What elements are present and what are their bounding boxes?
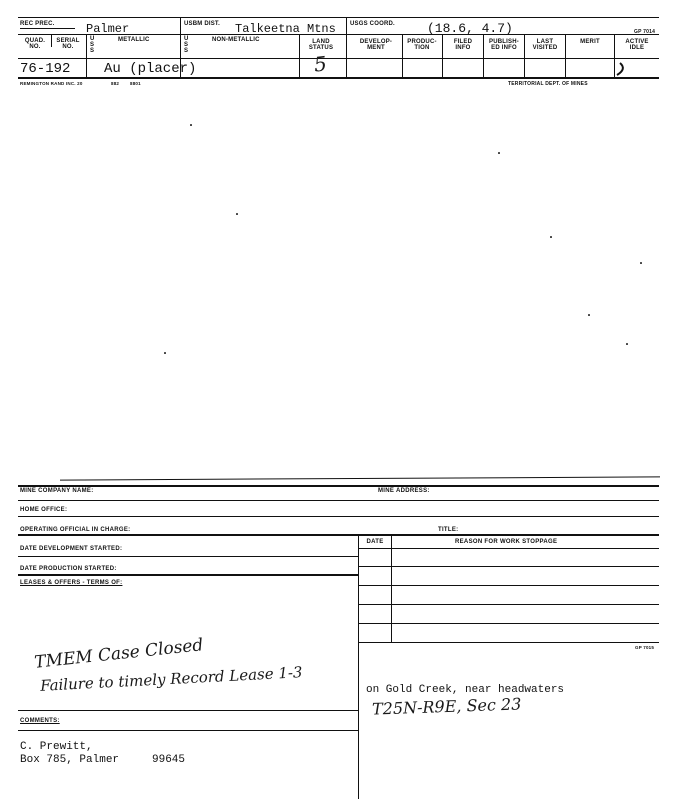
handwritten-failure-note: Failure to timely Record Lease 1-3	[39, 663, 303, 695]
handwritten-township: T25N-R9E, Sec 23	[371, 694, 522, 719]
col-production: PRODUC-TION	[407, 39, 437, 51]
form-number-bottom: GP 7015	[635, 645, 655, 650]
rule	[18, 516, 659, 517]
col-land-status: LAND STATUS	[308, 39, 334, 51]
usbm-dist-label: USBM DIST.	[184, 21, 221, 27]
rule	[358, 604, 659, 605]
speck	[498, 152, 500, 154]
rule	[18, 77, 659, 79]
speck	[550, 236, 552, 238]
leases-offers-label: LEASES & OFFERS - TERMS OF:	[20, 580, 123, 586]
rule	[18, 17, 659, 18]
col-metallic: METALLIC	[118, 37, 150, 43]
date-prod-started-label: DATE PRODUCTION STARTED:	[20, 566, 117, 572]
col-quad-no: QUAD. NO.	[24, 38, 46, 50]
comments-label: COMMENTS:	[20, 718, 60, 724]
col-merit: MERIT	[580, 39, 600, 45]
rule	[18, 556, 358, 557]
col-filed-info: FILED INFO	[453, 39, 473, 51]
form-number-top: GP 7014	[634, 29, 656, 35]
imprint-left: REMINGTON RAND INC. 20	[20, 81, 83, 86]
rec-prec-value: Palmer	[86, 22, 130, 36]
rule	[60, 476, 660, 480]
rule	[524, 34, 525, 78]
col-non-metallic: NON-METALLIC	[212, 37, 260, 43]
rule	[358, 642, 659, 643]
comment-line-1: C. Prewitt,	[20, 741, 93, 753]
date-dev-started-label: DATE DEVELOPMENT STARTED:	[20, 546, 123, 552]
col-last-visited: LAST VISITED	[532, 39, 558, 51]
rule	[18, 534, 659, 536]
comment-line-2: Box 785, Palmer	[20, 754, 120, 766]
title-label: TITLE:	[438, 527, 459, 533]
speck	[626, 343, 628, 345]
mine-company-name-label: MINE COMPANY NAME:	[20, 488, 94, 494]
speck	[190, 124, 192, 126]
rule	[391, 534, 392, 642]
rec-prec-label: REC PREC.	[20, 21, 55, 27]
rule	[483, 34, 484, 78]
col-published-info: PUBLISH-ED INFO	[489, 39, 519, 51]
operating-official-label: OPERATING OFFICIAL IN CHARGE:	[20, 527, 131, 533]
rule	[358, 548, 659, 549]
typed-location: on Gold Creek, near headwaters	[366, 684, 565, 696]
col-development: DEVELOP-MENT	[359, 39, 393, 51]
imprint-mid1: 882	[111, 81, 120, 86]
metallic-value: Au (placer)	[104, 61, 197, 77]
rule	[358, 534, 359, 799]
rule	[299, 34, 300, 78]
rule	[86, 34, 87, 78]
mine-address-label: MINE ADDRESS:	[378, 488, 430, 494]
rule	[358, 585, 659, 586]
rule	[402, 34, 403, 78]
col-uss-right: U S S	[184, 36, 189, 54]
rule	[18, 574, 358, 576]
rule	[18, 58, 659, 59]
usbm-dist-value: Talkeetna Mtns	[235, 22, 336, 36]
imprint-right: TERRITORIAL DEPT. OF MINES	[508, 81, 588, 87]
home-office-label: HOME OFFICE:	[20, 507, 68, 513]
rule	[565, 34, 566, 78]
comment-zip: 99645	[152, 754, 186, 766]
speck	[236, 213, 238, 215]
usgs-coord-label: USGS COORD.	[350, 21, 395, 27]
col-active-idle: ACTIVE IDLE	[625, 39, 649, 51]
usgs-coord-value: (18.6, 4.7)	[427, 21, 513, 36]
rule	[442, 34, 443, 78]
date-column-header: DATE	[366, 539, 384, 545]
rule	[358, 566, 659, 567]
rule	[18, 730, 358, 731]
serial-value: 76-192	[20, 61, 71, 77]
rule	[18, 500, 659, 501]
handwritten-case-closed: TMEM Case Closed	[33, 635, 205, 673]
speck	[640, 262, 642, 264]
imprint-mid2: 8801	[130, 81, 141, 86]
col-serial-no: SERIAL NO.	[56, 38, 80, 50]
reason-column-header: REASON FOR WORK STOPPAGE	[455, 539, 558, 545]
rule	[18, 710, 358, 711]
speck	[164, 352, 166, 354]
rule	[358, 623, 659, 624]
rule	[18, 485, 659, 487]
rec-prec-underline	[20, 28, 75, 29]
active-check-mark	[612, 60, 632, 80]
col-uss-left: U S S	[90, 36, 95, 54]
rule	[346, 17, 347, 78]
rule	[51, 34, 52, 47]
speck	[588, 314, 590, 316]
land-status-value: 5	[312, 51, 328, 77]
